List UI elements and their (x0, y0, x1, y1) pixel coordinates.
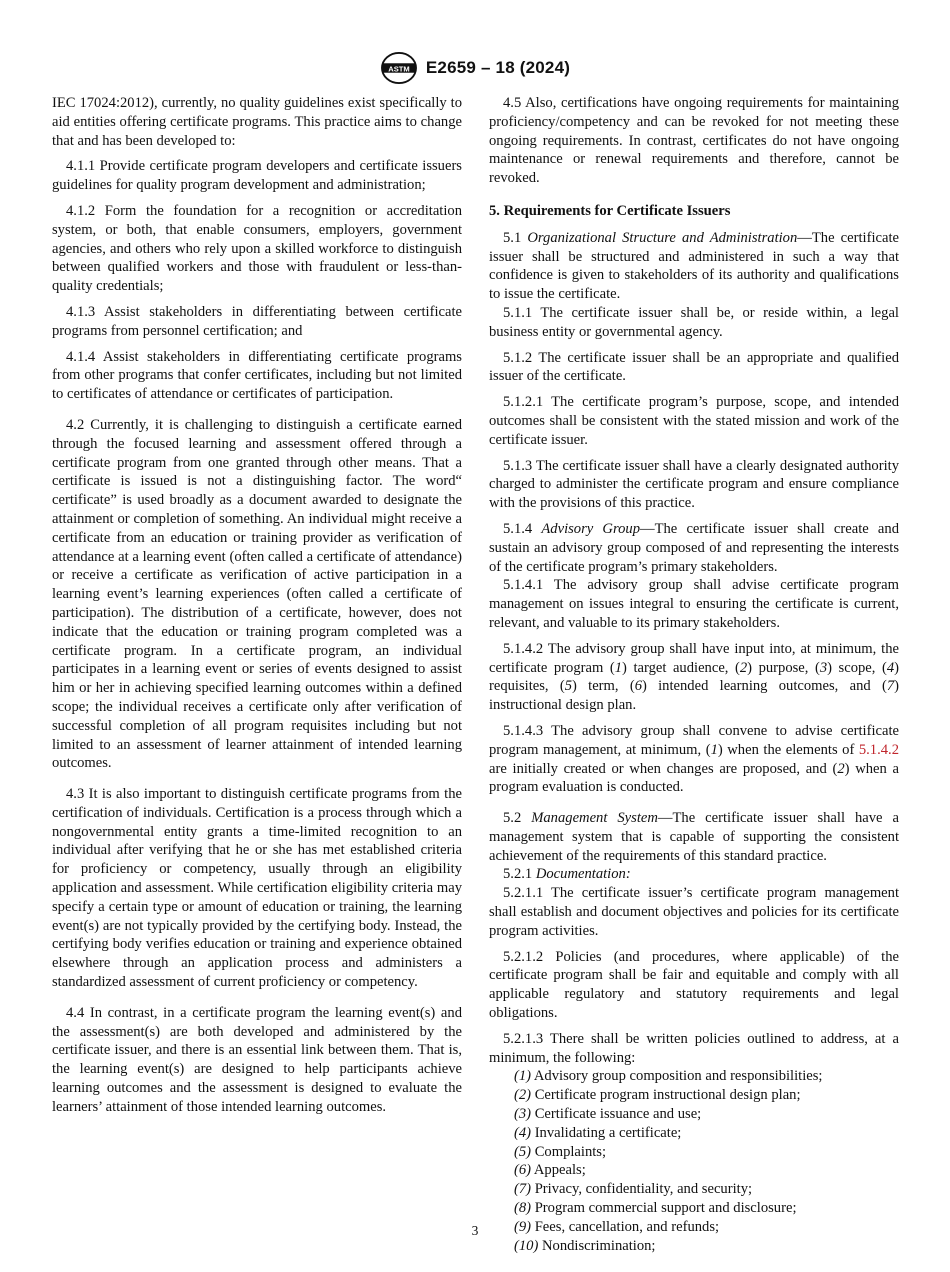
paragraph-5-1: 5.1 Organizational Structure and Administration—The certificate issuer shall be structured and administered in such a way that confidence is given to stakeholders of its authority and qualifications to issue the certificate. (489, 229, 899, 303)
list-item: (7) Privacy, confidentiality, and security; (514, 1181, 753, 1198)
list-item: (9) Fees, cancellation, and refunds; (514, 1218, 720, 1235)
page-number: 3 (471, 1223, 479, 1238)
document-designation: E2659 – 18 (2024) (425, 58, 571, 77)
paragraph-5-1-2: 5.1.2 The certificate issuer shall be an appropriate and qualified issuer of the certificate. (489, 349, 899, 385)
list-item: (3) Certificate issuance and use; (514, 1106, 702, 1123)
paragraph-4-2: 4.2 Currently, it is challenging to distinguish a certificate earned through the focused learning and assessment offered through a certificate program from one granted through other means. That a certificate is issued is not a distinguishing factor. The word“ certificate” is used broadly as a document awarded to designate the attainment or completion of something. An individual might receive a certificate from an education or training provider as verification of attendance at a learning event (often called a certificate of attendance) or receive a certificate as verification of active participation in a learning event’s learning experiences (often called a certificate of participation). The distribution of a certificate, however, does not indicate that the education or training program completed was a certificate program. In a certificate program, an individual participates in a learning event or series of events designed to assist him or her in achieving specified learning outcomes within a defined scope; the individual receives a certificate only after verification of successful completion of all program requisites including but not limited to an assessment of learner attainment of intended learning outcomes. (52, 416, 462, 772)
paragraph-5-2-1-3: 5.2.1.3 There shall be written policies outlined to address, at a minimum, the following: (489, 1030, 899, 1066)
paragraph-4-1-4: 4.1.4 Assist stakeholders in differentiating certificate programs from other programs that confer certificates, including but not limited to certificates of attendance or certificates of participation. (52, 348, 462, 403)
list-item: (8) Program commercial support and disclosure; (514, 1200, 797, 1217)
paragraph-4-1-3: 4.1.3 Assist stakeholders in differentiating between certificate programs from personnel certification; and (52, 303, 462, 339)
paragraph-4-1-1: 4.1.1 Provide certificate program developers and certificate issuers guidelines for quality program development and administration; (52, 158, 462, 194)
astm-logo-text: ASTM (388, 64, 410, 74)
list-item: (4) Invalidating a certificate; (514, 1124, 682, 1141)
list-item: (1) Advisory group composition and responsibilities; (514, 1068, 823, 1085)
paragraph-5-1-3: 5.1.3 The certificate issuer shall have a clearly designated authority charged to administer the certificate program and ensure compliance with the provisions of this practice. (489, 457, 899, 512)
paragraph-4-5: 4.5 Also, certifications have ongoing requirements for maintaining proficiency/competency and can be revoked for not meeting these ongoing requirements. In contrast, certificates do not have ongoing maintenance or renewal requirements and therefore, cannot be revoked. (489, 95, 899, 187)
left-column (52, 94, 462, 1117)
list-item: (2) Certificate program instructional design plan; (514, 1087, 801, 1104)
astm-logo-icon (380, 51, 418, 85)
paragraph-5-1-4-2: 5.1.4.2 The advisory group shall have input into, at minimum, the certificate program (1) target audience, (2) purpose, (3) scope, (4) requisites, (5) term, (6) intended learning outcomes, and (7) instructional design plan. (489, 640, 899, 714)
right-column (489, 94, 899, 1255)
section-5-heading: 5. Requirements for Certificate Issuers (489, 202, 731, 219)
paragraph-5-1-4-3: 5.1.4.3 The advisory group shall convene to advise certificate program management, at minimum, (1) when the elements of 5.1.4.2 are initially created or when changes are proposed, and (2) when a program evaluation is conducted. (489, 722, 899, 796)
paragraph-5-2-1-2: 5.2.1.2 Policies (and procedures, where applicable) of the certificate program shall be fair and equitable and comply with all applicable regulatory and statutory requirements and legal obligations. (489, 948, 899, 1022)
paragraph-5-1-2-1: 5.1.2.1 The certificate program’s purpose, scope, and intended outcomes shall be consistent with the stated mission and work of the certificate issuer. (489, 394, 899, 448)
paragraph-5-2-1-1: 5.2.1.1 The certificate issuer’s certificate program management shall establish and document objectives and policies for its certificate program activities. (489, 885, 899, 939)
paragraph-4-3: 4.3 It is also important to distinguish certificate programs from the certification of individuals. Certification is a process through which a nongovernmental entity grants a time-limited recognition to an individual after verifying that he or she has met established criteria for proficiency or competency, usually through an eligibility application and assessment. While certification eligibility criteria may specify a certain type or amount of education or training, the learning event(s) are not typically provided by the certifying body. Instead, the certifying body verifies education or training and experience obtained elsewhere through an application process and administers a standardized assessment of current proficiency or competency. (52, 786, 462, 991)
page-header (0, 50, 950, 86)
cross-reference-link[interactable]: 5.1.4.2 (858, 741, 899, 758)
paragraph-5-1-4: 5.1.4 Advisory Group—The certificate issuer shall create and sustain an advisory group composed of and representing the interests of the certificate program’s primary stakeholders. (489, 520, 900, 575)
paragraph-5-2: 5.2 Management System—The certificate issuer shall have a management system that is capable of supporting the consistent achievement of the requirements of this standard practice. (489, 810, 899, 864)
paragraph-5-1-1: 5.1.1 The certificate issuer shall be, or reside within, a legal business entity or governmental agency. (489, 304, 899, 340)
list-item: (6) Appeals; (514, 1162, 586, 1179)
paragraph-5-2-1: 5.2.1 Documentation: (503, 866, 631, 883)
paragraph-intro: IEC 17024:2012), currently, no quality guidelines exist specifically to aid entities offering certificate programs. This practice aims to change that and has been developed to: (52, 95, 462, 149)
paragraph-4-1-2: 4.1.2 Form the foundation for a recognition or accreditation system, or both, that enable consumers, employers, government agencies, and others who rely upon a skilled workforce to distinguish between qualified workers and those with fraudulent or less-than-quality credentials; (52, 202, 462, 295)
paragraph-5-1-4-1: 5.1.4.1 The advisory group shall advise certificate program management on issues integral to ensuring the certificate is current, relevant, and valuable to its primary stakeholders. (489, 577, 899, 631)
list-item: (10) Nondiscrimination; (514, 1237, 656, 1254)
paragraph-4-4: 4.4 In contrast, in a certificate program the learning event(s) and the assessment(s) are both developed and administered by the certificate issuer, and there is an essential link between them. That is, the learning event(s) are designed to help participants achieve learning outcomes and the assessment is designed to evaluate the learners’ attainment of those intended learning outcomes. (52, 1004, 462, 1115)
list-item: (5) Complaints; (514, 1143, 607, 1160)
